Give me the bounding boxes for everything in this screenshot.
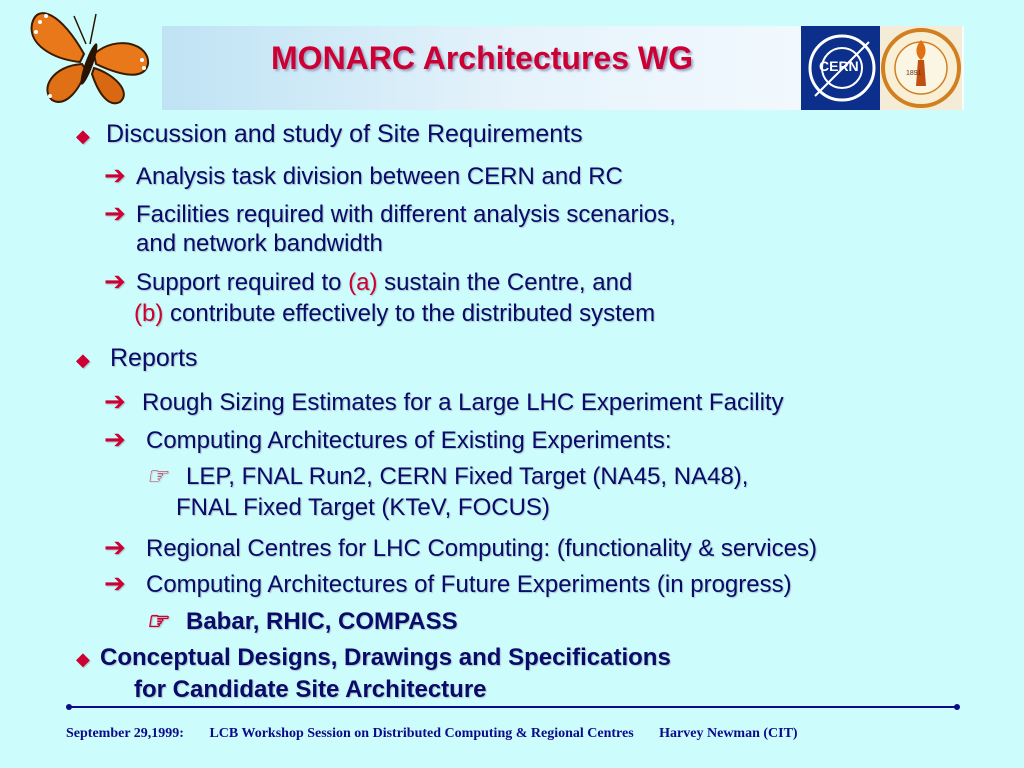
footer-event: LCB Workshop Session on Distributed Computing & Regional Centres bbox=[209, 726, 634, 741]
item-lep-fnal: ☞ LEP, FNAL Run2, CERN Fixed Target (NA45, NA48), bbox=[146, 462, 749, 490]
diamond-icon: ◆ bbox=[76, 350, 90, 370]
arrow-right-icon: ➔ bbox=[104, 266, 126, 296]
sub-bullet-regional-centres: ➔ Regional Centres for LHC Computing: (functionality & services) bbox=[104, 532, 817, 562]
slide-title: MONARC Architectures WG bbox=[271, 40, 693, 76]
diamond-icon: ◆ bbox=[76, 649, 90, 669]
sub-bullet-support: ➔ Support required to (a) sustain the Centre, and bbox=[104, 266, 633, 296]
footer-date: September 29,1999: bbox=[66, 726, 184, 741]
item-lep-fnal-cont: FNAL Fixed Target (KTeV, FOCUS) bbox=[176, 494, 550, 521]
arrow-right-icon: ➔ bbox=[104, 160, 126, 190]
bullet-reports: ◆ Reports bbox=[76, 344, 198, 372]
arrow-right-icon: ➔ bbox=[104, 424, 126, 454]
caltech-seal-logo bbox=[880, 26, 962, 110]
butterfly-icon bbox=[22, 4, 156, 113]
caltech-year: 1891 bbox=[906, 70, 922, 77]
sub-bullet-rough-sizing: ➔ Rough Sizing Estimates for a Large LHC Experiment Facility bbox=[104, 386, 784, 416]
bullet-site-requirements: ◆ Discussion and study of Site Requirements bbox=[76, 120, 583, 148]
divider-end-dot bbox=[66, 704, 72, 710]
sub-bullet-facilities-cont: and network bandwidth bbox=[136, 230, 383, 257]
sub-bullet-future-experiments: ➔ Computing Architectures of Future Experiments (in progress) bbox=[104, 568, 792, 598]
footer-divider bbox=[68, 706, 958, 708]
arrow-right-icon: ➔ bbox=[104, 198, 126, 228]
bullet-conceptual-designs: ◆ Conceptual Designs, Drawings and Specifications bbox=[76, 644, 671, 671]
sub-bullet-facilities: ➔ Facilities required with different analysis scenarios, bbox=[104, 198, 676, 228]
arrow-right-icon: ➔ bbox=[104, 532, 126, 562]
pointing-hand-icon: ☞ bbox=[146, 606, 168, 635]
sub-bullet-support-cont: (b) contribute effectively to the distributed system bbox=[134, 300, 656, 327]
pointing-hand-icon: ☞ bbox=[146, 462, 168, 490]
cern-logo bbox=[801, 26, 883, 110]
sub-bullet-existing-experiments: ➔ Computing Architectures of Existing Experiments: bbox=[104, 424, 672, 454]
sub-bullet-task-division: ➔ Analysis task division between CERN and RC bbox=[104, 160, 623, 190]
divider-end-dot bbox=[954, 704, 960, 710]
bullet-conceptual-designs-cont: for Candidate Site Architecture bbox=[134, 676, 487, 703]
cern-logo-text: CERN bbox=[819, 58, 859, 74]
diamond-icon: ◆ bbox=[76, 126, 90, 146]
footer-author: Harvey Newman (CIT) bbox=[659, 726, 798, 741]
item-babar-rhic: ☞ Babar, RHIC, COMPASS bbox=[146, 606, 458, 635]
arrow-right-icon: ➔ bbox=[104, 568, 126, 598]
footer bbox=[66, 726, 956, 742]
arrow-right-icon: ➔ bbox=[104, 386, 126, 416]
